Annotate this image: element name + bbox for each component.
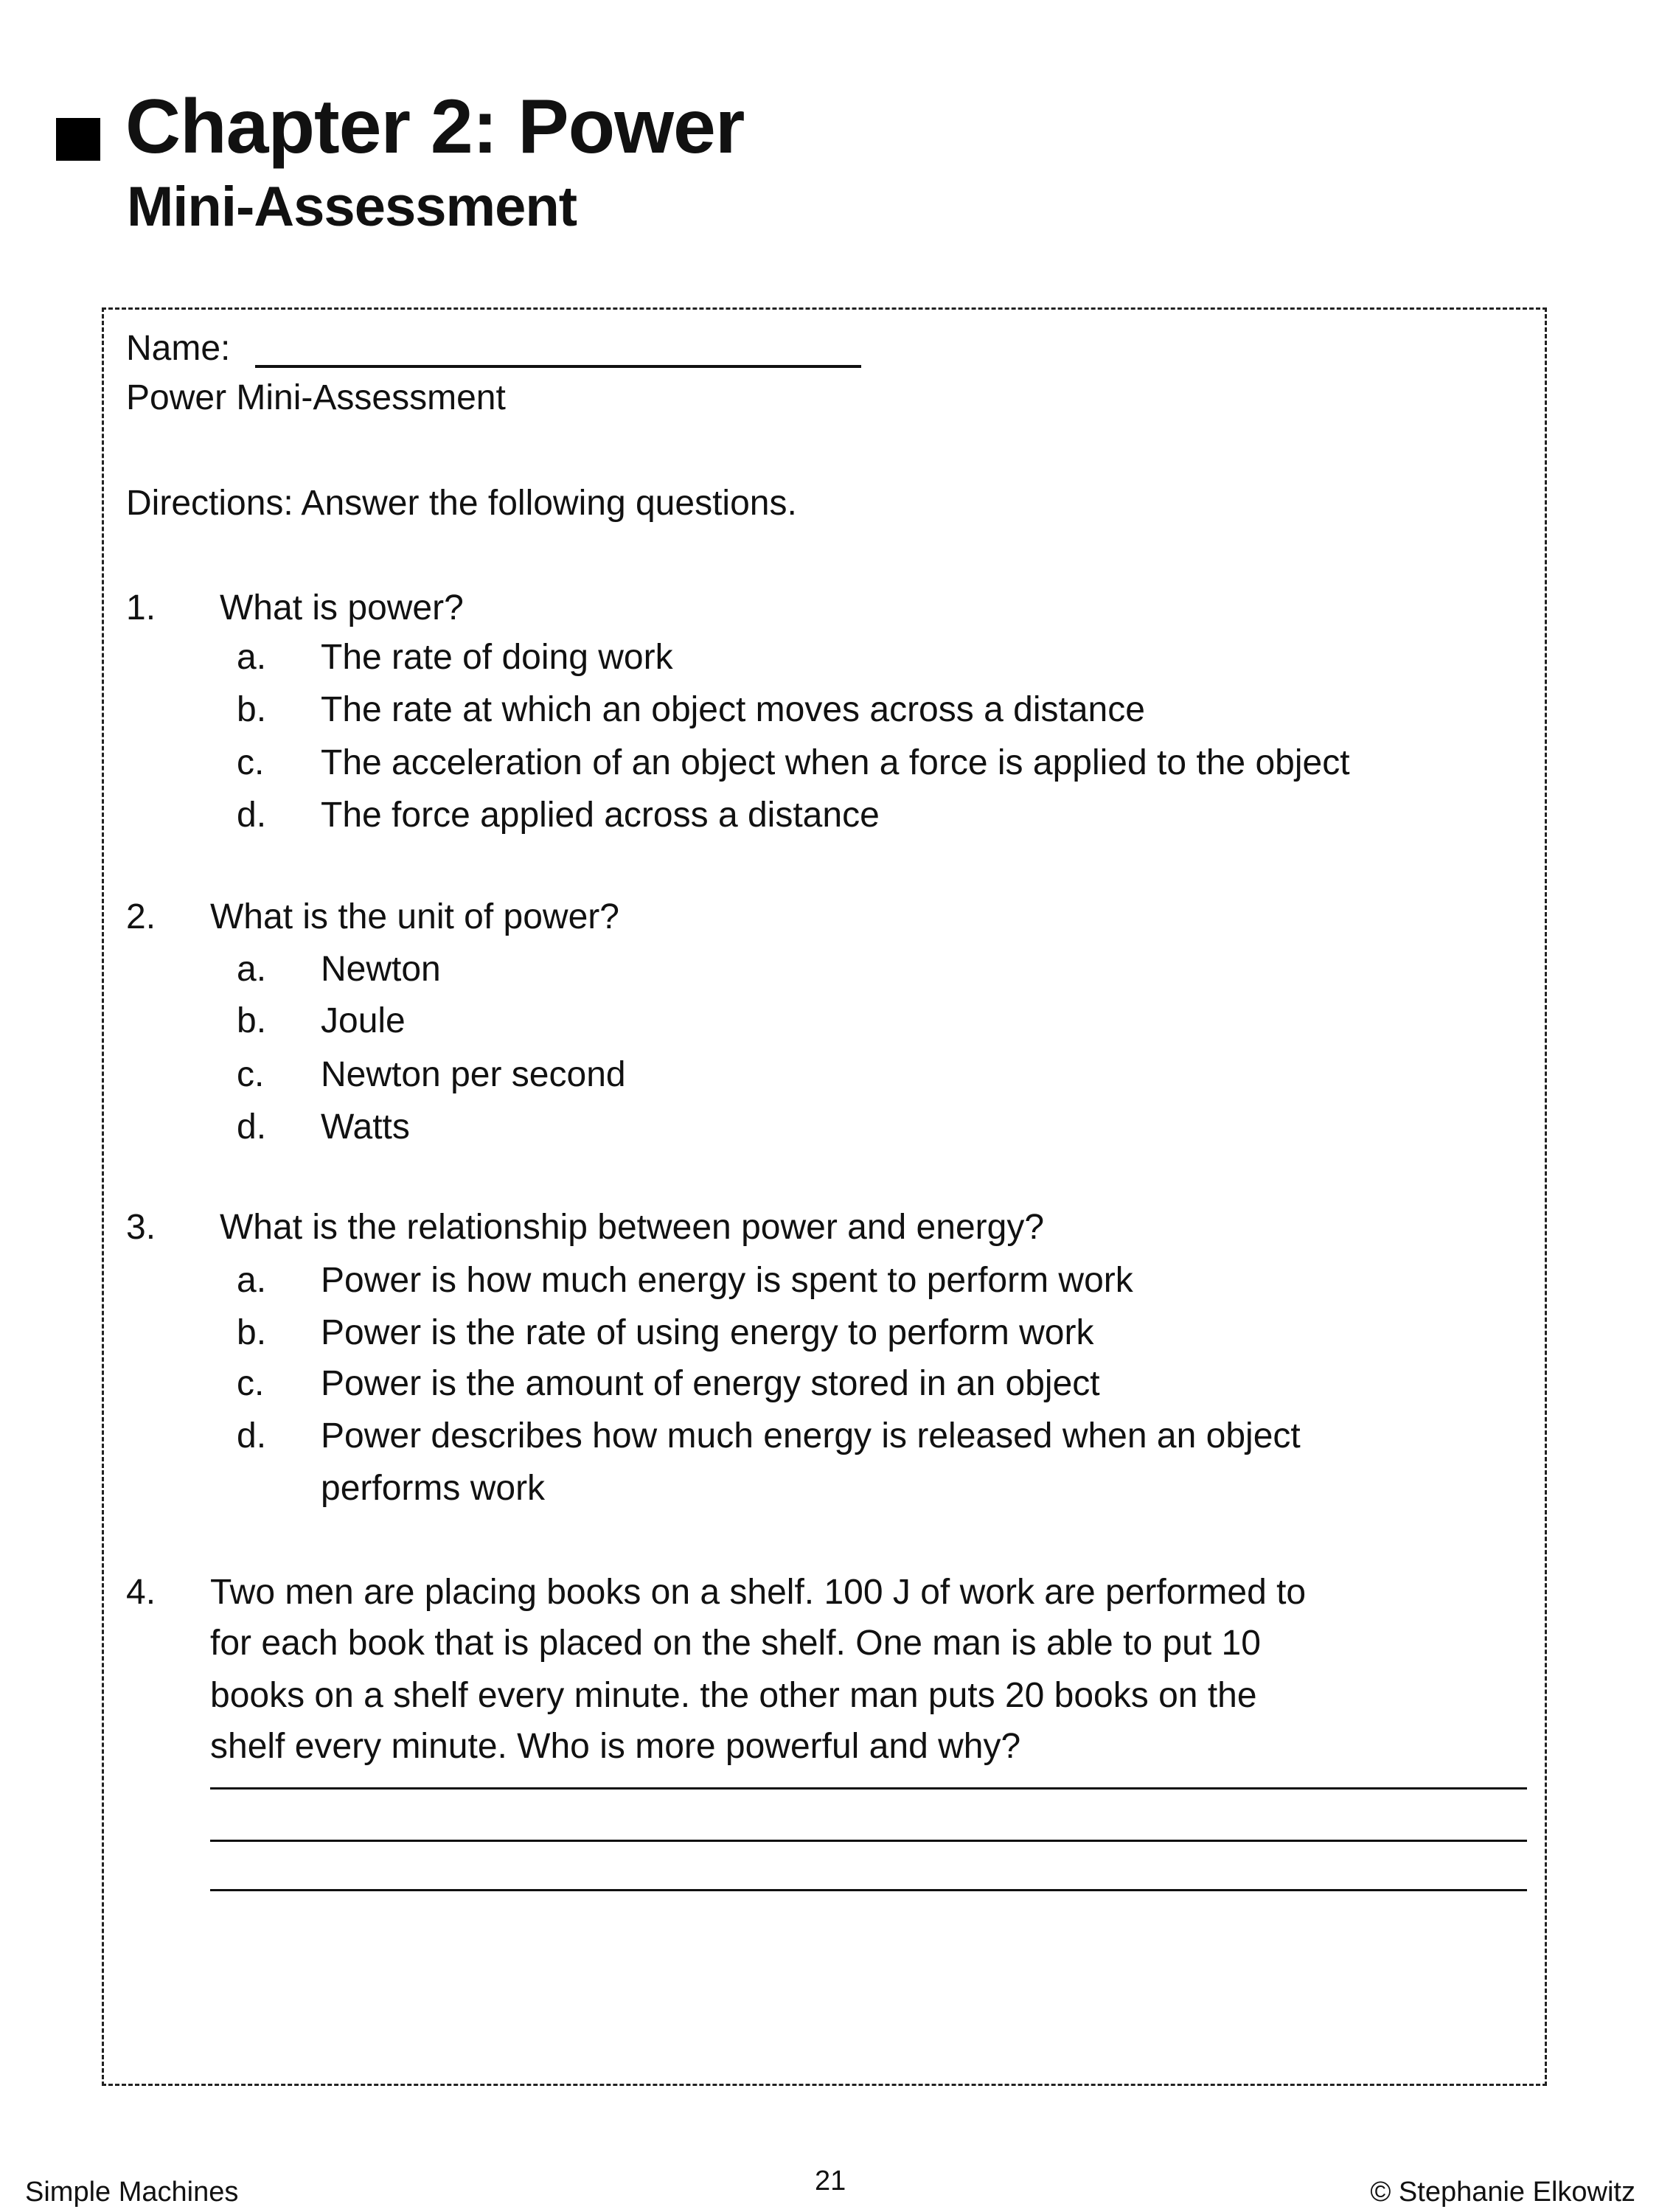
- footer-copyright: © Stephanie Elkowitz: [1370, 2177, 1635, 2208]
- question-text-line: shelf every minute. Who is more powerful and why?: [210, 1727, 1021, 1766]
- footer-title: Simple Machines: [25, 2177, 239, 2208]
- question-text-line: books on a shelf every minute. the other man puts 20 books on the: [210, 1676, 1257, 1715]
- question-number: 4.: [126, 1573, 156, 1612]
- option-letter: b.: [237, 690, 267, 729]
- option-letter: a.: [237, 1261, 267, 1300]
- option-text: Power is the amount of energy stored in an object: [321, 1364, 1100, 1403]
- option-letter: a.: [237, 950, 267, 989]
- option-text: Power is how much energy is spent to perform work: [321, 1261, 1133, 1300]
- question-number: 2.: [126, 897, 156, 936]
- option-text: Newton per second: [321, 1055, 626, 1094]
- option-letter: d.: [237, 796, 267, 835]
- option-text: The force applied across a distance: [321, 796, 880, 835]
- option-letter: c.: [237, 1364, 265, 1403]
- question-number: 1.: [126, 588, 156, 627]
- directions: Directions: Answer the following questions.: [126, 484, 797, 523]
- answer-line[interactable]: [210, 1840, 1527, 1842]
- question-text: What is power?: [220, 588, 464, 627]
- option-text: The rate at which an object moves across a distance: [321, 690, 1145, 729]
- chapter-subtitle: Mini-Assessment: [127, 175, 577, 238]
- worksheet-box: [102, 307, 1547, 2086]
- option-letter: d.: [237, 1416, 267, 1455]
- option-text: Joule: [321, 1001, 406, 1040]
- page-number: 21: [815, 2166, 846, 2197]
- question-text: What is the relationship between power and energy?: [220, 1208, 1045, 1247]
- option-text: Watts: [321, 1107, 410, 1147]
- question-number: 3.: [126, 1208, 156, 1247]
- name-label: Name:: [126, 329, 231, 368]
- question-text-line: Two men are placing books on a shelf. 100 J of work are performed to: [210, 1573, 1307, 1612]
- option-text-continued: performs work: [321, 1469, 546, 1508]
- question-text-line: for each book that is placed on the shelf. One man is able to put 10: [210, 1624, 1261, 1663]
- chapter-title: Chapter 2: Power: [125, 84, 745, 170]
- option-text: The acceleration of an object when a force is applied to the object: [321, 743, 1350, 782]
- option-text: Power describes how much energy is released when an object: [321, 1416, 1301, 1455]
- option-letter: c.: [237, 1055, 265, 1094]
- option-letter: b.: [237, 1313, 267, 1352]
- option-letter: b.: [237, 1001, 267, 1040]
- question-text: What is the unit of power?: [210, 897, 619, 936]
- option-letter: d.: [237, 1107, 267, 1147]
- answer-line[interactable]: [210, 1787, 1527, 1790]
- answer-line[interactable]: [210, 1889, 1527, 1891]
- option-text: The rate of doing work: [321, 638, 673, 677]
- option-text: Power is the rate of using energy to perform work: [321, 1313, 1094, 1352]
- option-letter: a.: [237, 638, 267, 677]
- option-letter: c.: [237, 743, 265, 782]
- square-bullet-icon: [56, 118, 100, 161]
- name-field[interactable]: [255, 365, 861, 368]
- worksheet-heading: Power Mini-Assessment: [126, 378, 506, 417]
- option-text: Newton: [321, 950, 441, 989]
